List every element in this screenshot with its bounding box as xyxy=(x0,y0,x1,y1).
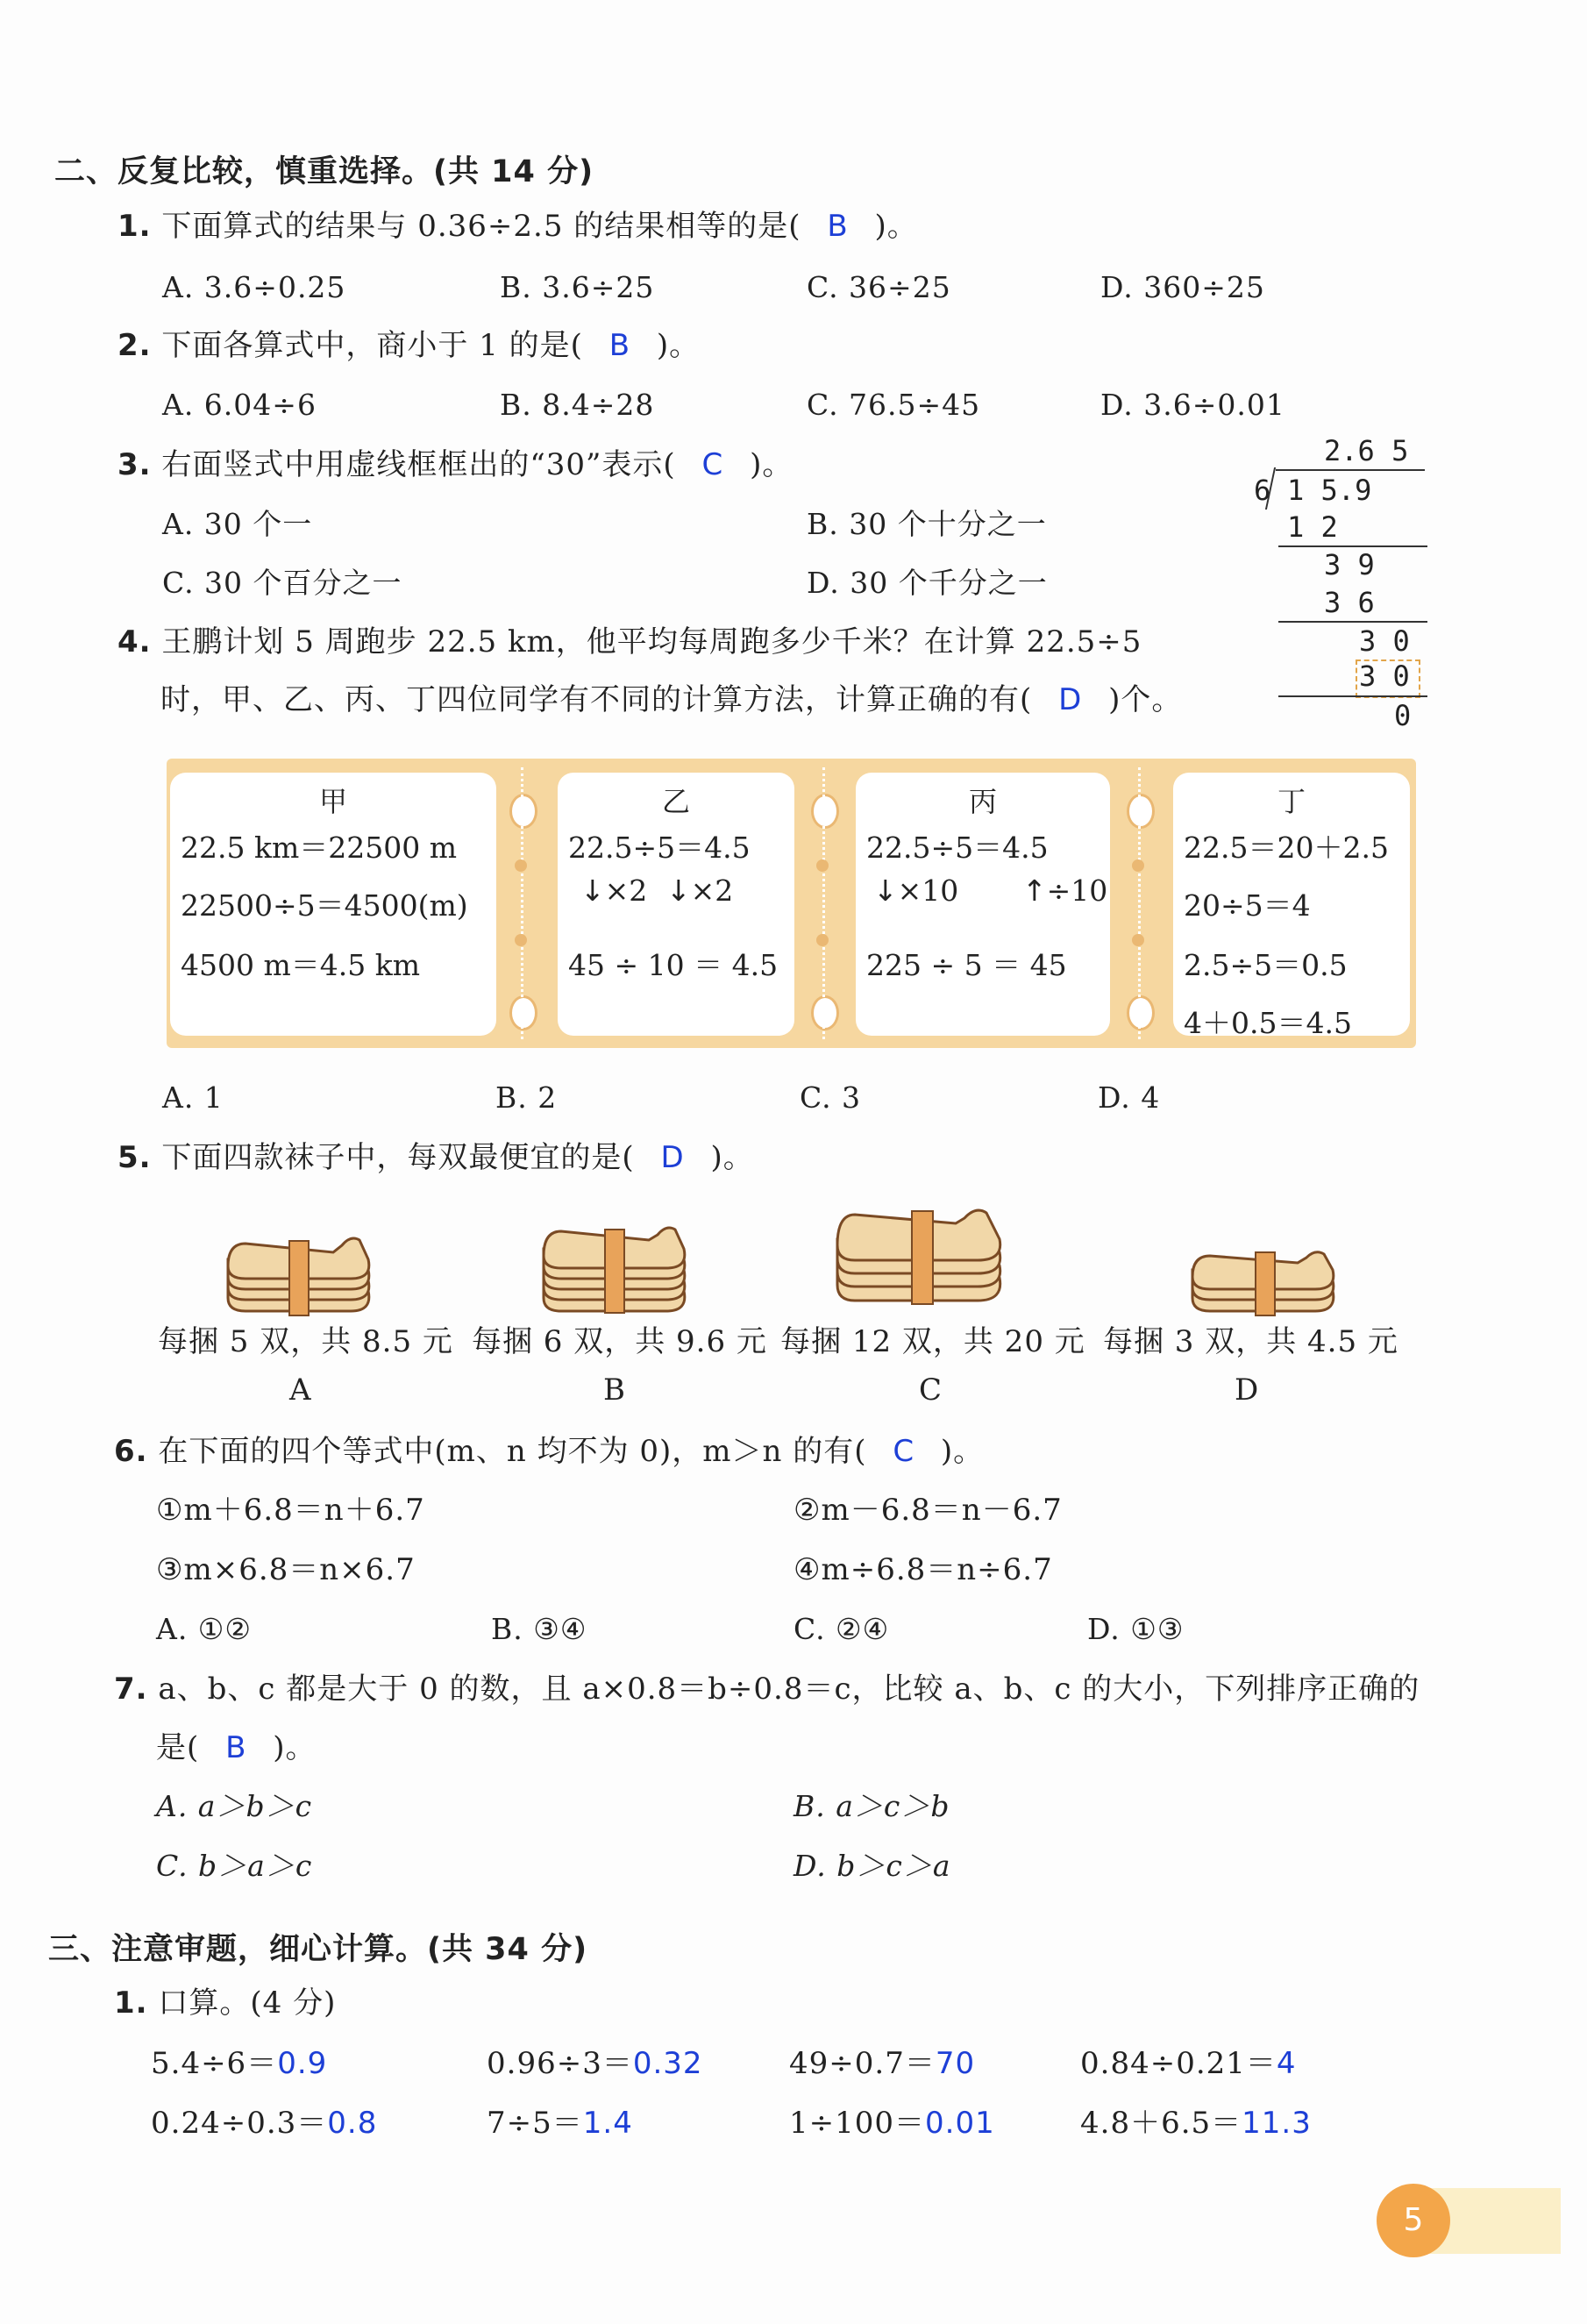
socks-caption-c: 每捆 12 双，共 20 元 xyxy=(780,1324,1085,1359)
option-d: D. ①③ xyxy=(1087,1612,1185,1646)
question-number: 6. xyxy=(114,1434,148,1469)
answer: B xyxy=(827,209,849,244)
dividend: 1 5.9 xyxy=(1287,474,1372,507)
dot xyxy=(1132,934,1144,946)
question-text: 下面四款袜子中，每双最便宜的是( xyxy=(161,1140,635,1175)
option-d: D. 3.6÷0.01 xyxy=(1100,388,1285,422)
question-4 xyxy=(117,624,1142,659)
answer: 11.3 xyxy=(1242,2106,1312,2141)
answer: D xyxy=(660,1140,685,1175)
question-6 xyxy=(114,1434,984,1469)
arrow-label: ÷10 xyxy=(1046,873,1108,908)
option-c: C. 36÷25 xyxy=(807,270,951,304)
option-b: B. ③④ xyxy=(491,1612,587,1646)
method-line: 4500 m＝4.5 km xyxy=(181,948,421,982)
answer: B xyxy=(225,1730,247,1765)
equation-3: ③m×6.8＝n×6.7 xyxy=(156,1552,416,1587)
question-5 xyxy=(117,1140,754,1175)
binder-ring xyxy=(811,794,839,829)
question-number: 3. xyxy=(117,447,152,482)
question-number: 2. xyxy=(117,328,152,363)
remainder: 0 xyxy=(1394,699,1412,732)
question-7 xyxy=(114,1672,1420,1707)
dot xyxy=(816,934,829,946)
question-text: 口算。(4 分) xyxy=(158,1985,337,2021)
question-tail: )。 xyxy=(874,209,918,244)
question-number: 5. xyxy=(117,1140,152,1175)
division-row-highlighted: 3 0 xyxy=(1359,659,1410,693)
question-3 xyxy=(117,447,793,482)
section-2-heading: 二、反复比较，慎重选择。(共 14 分) xyxy=(54,154,594,189)
division-row: 3 0 xyxy=(1359,624,1410,658)
arrow-down-annotation xyxy=(666,873,733,908)
method-line: 225 ÷ 5 ＝ 45 xyxy=(866,948,1067,982)
option-a: A. ①② xyxy=(156,1612,252,1646)
binder-ring xyxy=(811,995,839,1030)
answer: D xyxy=(1058,682,1083,717)
equation-4: ④m÷6.8＝n÷6.7 xyxy=(794,1552,1053,1587)
expression: 49÷0.7＝ xyxy=(789,2046,936,2081)
separator xyxy=(521,767,523,1039)
question-number: 4. xyxy=(117,624,152,659)
binder-ring xyxy=(1127,794,1155,829)
socks-caption-d: 每捆 3 双，共 4.5 元 xyxy=(1103,1324,1398,1359)
answer: C xyxy=(893,1434,915,1469)
expression: 7÷5＝ xyxy=(487,2106,583,2141)
arrow-label: ×2 xyxy=(690,873,734,908)
quotient: 2.6 5 xyxy=(1324,434,1409,467)
card-title: 乙 xyxy=(661,785,690,818)
dot xyxy=(515,934,527,946)
method-card-jia xyxy=(170,773,496,1036)
question-tail: )。 xyxy=(273,1730,317,1765)
question-7-line2 xyxy=(156,1730,316,1765)
expression: 1÷100＝ xyxy=(789,2106,926,2141)
arrow-down-icon: ↓ xyxy=(873,873,898,908)
option-b: B. 3.6÷25 xyxy=(500,270,655,304)
equation-2: ②m－6.8＝n－6.7 xyxy=(794,1493,1063,1528)
option-a: A. 30 个一 xyxy=(162,507,313,541)
expression: 0.84÷0.21＝ xyxy=(1080,2046,1277,2081)
question-text: 下面各算式中，商小于 1 的是( xyxy=(161,328,583,363)
socks-bundle-icon xyxy=(829,1197,1013,1320)
option-c: C. 76.5÷45 xyxy=(807,388,981,422)
method-line: 22.5＝20＋2.5 xyxy=(1184,831,1389,865)
question-number: 1. xyxy=(117,209,152,244)
mental-math-item xyxy=(1080,2046,1297,2081)
socks-label-b: B xyxy=(603,1372,626,1408)
dot xyxy=(816,859,829,872)
option-d: D. 4 xyxy=(1098,1080,1161,1115)
question-text: 在下面的四个等式中(m、n 均不为 0)，m＞n 的有( xyxy=(158,1434,867,1469)
method-line: 22.5÷5＝4.5 xyxy=(568,831,751,865)
arrow-down-icon: ↓ xyxy=(666,873,691,908)
arrow-up-icon: ↑ xyxy=(1022,873,1047,908)
question-text-line1: 王鹏计划 5 周跑步 22.5 km，他平均每周跑多少千米？在计算 22.5÷5 xyxy=(161,624,1142,659)
binder-ring xyxy=(509,794,537,829)
arrow-label: ×2 xyxy=(604,873,648,908)
division-row: 3 9 xyxy=(1324,548,1375,581)
method-line: 22.5 km＝22500 m xyxy=(181,831,458,865)
separator xyxy=(1138,767,1141,1039)
answer: 0.32 xyxy=(632,2046,703,2081)
question-tail: )。 xyxy=(750,447,794,482)
method-line: 4＋0.5＝4.5 xyxy=(1184,1006,1352,1040)
answer: 0.01 xyxy=(925,2106,995,2141)
option-a: A. 3.6÷0.25 xyxy=(162,270,346,304)
card-title: 丁 xyxy=(1277,785,1306,818)
equation-1: ①m＋6.8＝n＋6.7 xyxy=(156,1493,425,1528)
socks-label-a: A xyxy=(289,1372,312,1408)
answer: C xyxy=(701,447,724,482)
arrow-label: ×10 xyxy=(897,873,959,908)
division-row: 1 2 xyxy=(1287,510,1338,544)
socks-label-c: C xyxy=(919,1372,943,1408)
expression: 0.96÷3＝ xyxy=(487,2046,633,2081)
mental-math-item xyxy=(487,2106,633,2141)
option-d: D. 30 个千分之一 xyxy=(807,566,1048,600)
expression: 0.24÷0.3＝ xyxy=(151,2106,328,2141)
socks-bundle-icon xyxy=(219,1228,377,1324)
answer: 0.8 xyxy=(327,2106,378,2141)
option-b: B. a＞c＞b xyxy=(794,1789,950,1823)
method-card-yi xyxy=(558,773,794,1036)
card-title: 甲 xyxy=(318,785,347,818)
expression: 5.4÷6＝ xyxy=(151,2046,278,2081)
method-line: 22500÷5＝4500(m) xyxy=(181,888,468,923)
mental-math-item xyxy=(151,2106,377,2141)
question-tail: )。 xyxy=(940,1434,985,1469)
separator xyxy=(822,767,825,1039)
option-d: D. b＞c＞a xyxy=(794,1849,951,1883)
question-1 xyxy=(117,209,918,244)
socks-label-d: D xyxy=(1235,1372,1260,1408)
question-2 xyxy=(117,328,700,363)
method-line: 45 ÷ 10 ＝ 4.5 xyxy=(568,948,779,982)
arrow-down-annotation xyxy=(873,873,958,908)
option-c: C. 30 个百分之一 xyxy=(162,566,402,600)
page-number: 5 xyxy=(1377,2184,1450,2257)
answer: 70 xyxy=(935,2046,976,2081)
question-number: 1. xyxy=(114,1985,148,2021)
option-c: C. 3 xyxy=(800,1080,862,1115)
answer: 1.4 xyxy=(582,2106,633,2141)
option-b: B. 30 个十分之一 xyxy=(807,507,1047,541)
question-tail: )。 xyxy=(656,328,701,363)
section-3-question-1 xyxy=(114,1985,336,2021)
dot xyxy=(1132,859,1144,872)
methods-panel xyxy=(167,759,1416,1048)
arrow-up-annotation xyxy=(1022,873,1107,908)
option-b: B. 8.4÷28 xyxy=(500,388,655,422)
option-b: B. 2 xyxy=(495,1080,558,1115)
arrow-down-annotation xyxy=(580,873,647,908)
answer: B xyxy=(608,328,631,363)
mental-math-item xyxy=(789,2106,995,2141)
socks-caption-a: 每捆 5 双，共 8.5 元 xyxy=(158,1324,453,1359)
binder-ring xyxy=(1127,995,1155,1030)
mental-math-item xyxy=(487,2046,703,2081)
dot xyxy=(515,859,527,872)
question-4-line2 xyxy=(160,682,1182,717)
mental-math-item xyxy=(151,2046,327,2081)
question-number: 7. xyxy=(114,1672,148,1707)
question-text: 下面算式的结果与 0.36÷2.5 的结果相等的是( xyxy=(161,209,801,244)
method-card-bing xyxy=(856,773,1110,1036)
method-line: 20÷5＝4 xyxy=(1184,888,1311,923)
option-d: D. 360÷25 xyxy=(1100,270,1265,304)
socks-bundle-icon xyxy=(1184,1245,1341,1324)
division-row: 3 6 xyxy=(1324,586,1375,619)
method-line: 2.5÷5＝0.5 xyxy=(1184,948,1348,982)
arrow-down-icon: ↓ xyxy=(580,873,605,908)
section-3-heading: 三、注意审题，细心计算。(共 34 分) xyxy=(48,1932,588,1967)
divisor: 6 xyxy=(1254,474,1271,507)
question-text: 右面竖式中用虚线框框出的“30”表示( xyxy=(161,447,676,482)
answer: 0.9 xyxy=(277,2046,328,2081)
socks-bundle-icon xyxy=(535,1219,693,1324)
question-tail: )。 xyxy=(710,1140,754,1175)
option-a: A. a＞b＞c xyxy=(156,1789,313,1823)
binder-ring xyxy=(509,995,537,1030)
method-line: 22.5÷5＝4.5 xyxy=(866,831,1049,865)
expression: 4.8＋6.5＝ xyxy=(1080,2106,1242,2141)
question-text-line2: 时，甲、乙、丙、丁四位同学有不同的计算方法，计算正确的有( xyxy=(160,682,1033,717)
socks-caption-b: 每捆 6 双，共 9.6 元 xyxy=(472,1324,767,1359)
mental-math-item xyxy=(1080,2106,1312,2141)
method-card-ding xyxy=(1173,773,1410,1040)
option-c: C. ②④ xyxy=(794,1612,890,1646)
question-text-line1: a、b、c 都是大于 0 的数，且 a×0.8＝b÷0.8＝c，比较 a、b、c 的大小，下列排序正确的 xyxy=(158,1672,1420,1707)
option-a: A. 6.04÷6 xyxy=(162,388,317,422)
option-a: A. 1 xyxy=(162,1080,224,1115)
option-c: C. b＞a＞c xyxy=(156,1849,313,1883)
answer: 4 xyxy=(1276,2046,1297,2081)
question-tail: )个。 xyxy=(1108,682,1183,717)
mental-math-item xyxy=(789,2046,975,2081)
card-title: 丙 xyxy=(968,785,997,818)
question-text-line2: 是( xyxy=(156,1730,200,1765)
